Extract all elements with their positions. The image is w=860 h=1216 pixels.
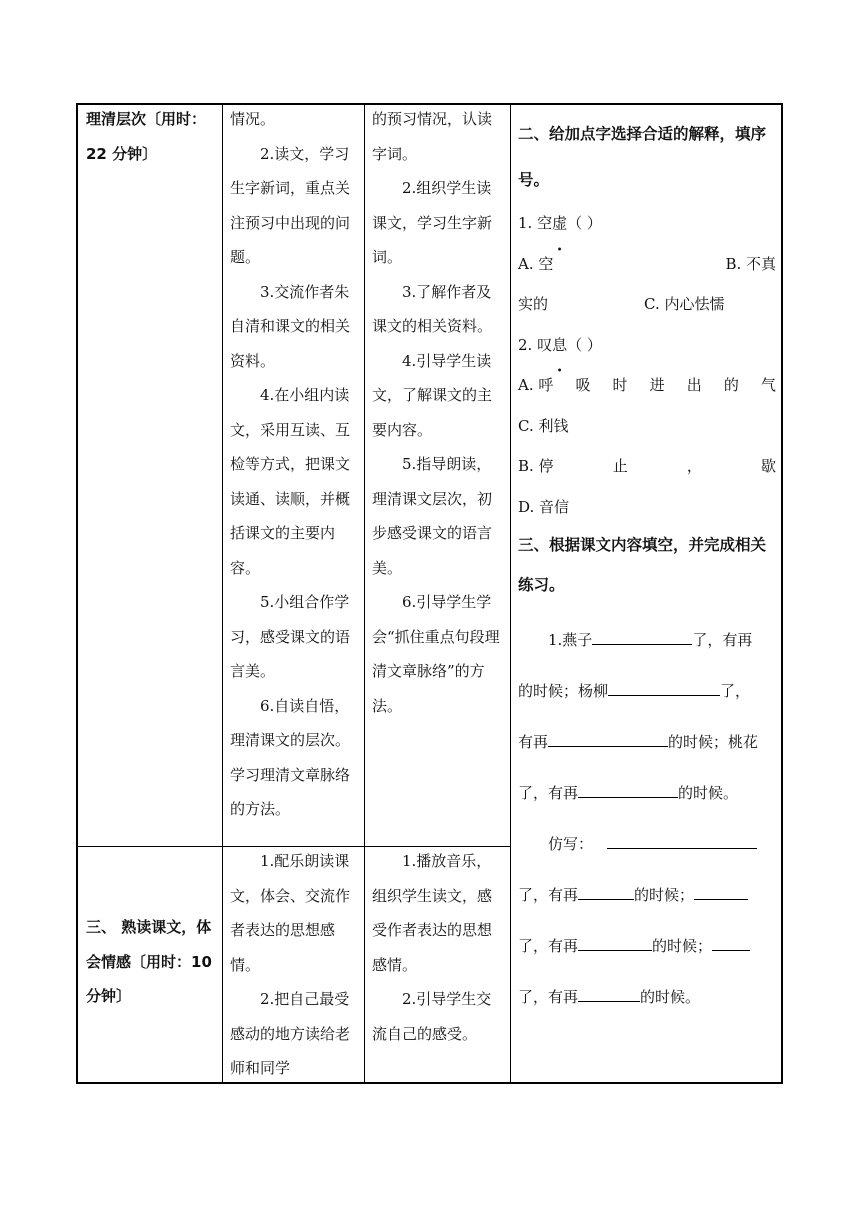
lesson-plan-table bbox=[76, 103, 783, 1084]
column-divider bbox=[364, 105, 365, 1082]
teacher-activity: 3.了解作者及课文的相关资料。 bbox=[372, 282, 493, 335]
student-activity: 6.自读自悟，理清课文的层次。学习理清文章脉络的方法。 bbox=[230, 696, 351, 818]
teacher-activities-row1 bbox=[372, 102, 504, 723]
section-two-title: 二、给加点字选择合适的解释，填序号。 bbox=[518, 125, 767, 189]
blank-line[interactable] bbox=[608, 679, 720, 696]
fill-line: 有再 的时候；桃花 bbox=[518, 717, 776, 768]
student-activity: 1.配乐朗读课文，体会、交流作者表达的思想感情。 bbox=[230, 852, 351, 974]
blank-line[interactable] bbox=[578, 781, 678, 798]
teacher-activity: 6.引导学生学会“抓住重点句段理清文章脉络”的方法。 bbox=[372, 593, 500, 715]
student-activity: 2.读文，学习生字新词，重点关注预习中出现的问题。 bbox=[230, 144, 351, 266]
emphasis-dot-char: 息 bbox=[552, 335, 568, 354]
teacher-activity: 5.指导朗读，理清课文层次，初步感受课文的语言美。 bbox=[372, 455, 493, 577]
student-activity: 3.交流作者朱自清和课文的相关资料。 bbox=[230, 282, 351, 370]
student-activity: 4.在小组内读文，采用互读、互检等方式，把课文读通、读顺，并概括课文的主要内容。 bbox=[230, 386, 351, 577]
exercise-column bbox=[518, 111, 776, 1023]
question-2-option-c: C. 利钱 bbox=[518, 416, 569, 435]
fill-line: 了，有再 的时候。 bbox=[518, 768, 776, 819]
student-activities-row1 bbox=[230, 102, 356, 827]
question-2-option-b: B. 停 止 ， 歇 bbox=[518, 457, 776, 475]
student-activity: 2.把自己最受感动的地方读给老师和同学 bbox=[230, 990, 351, 1077]
teacher-activity: 的预习情况，认读字词。 bbox=[372, 110, 493, 163]
emphasis-dot-char: 虚 bbox=[552, 214, 568, 232]
blank-line[interactable] bbox=[712, 934, 750, 951]
imitation-line: 了，有再 的时候； bbox=[518, 921, 776, 972]
teacher-activities-row2 bbox=[372, 844, 504, 1051]
question-2-option-a: A. 呼 吸 时 进 出 的 气 bbox=[518, 376, 776, 394]
section-three-title: 三、根据课文内容填空，并完成相关练习。 bbox=[518, 536, 767, 594]
column-divider bbox=[222, 105, 223, 1082]
blank-line[interactable] bbox=[578, 985, 640, 1002]
imitation-line: 了，有再 的时候。 bbox=[518, 972, 776, 1023]
fill-in-passage bbox=[518, 615, 776, 1023]
question-1-options: A. 空 B. 不真 bbox=[518, 254, 776, 273]
question-1-options-cont: 实的 C. 内心怯懦 bbox=[518, 295, 725, 313]
fill-line: 的时候；杨柳 了， bbox=[518, 666, 776, 717]
student-activity: 情况。 bbox=[230, 110, 276, 128]
student-activity: 5.小组合作学习，感受课文的语言美。 bbox=[230, 593, 351, 680]
phase-label-reading: 三、 熟读课文，体会情感〔用时：10 分钟〕 bbox=[86, 918, 212, 1005]
question-2-option-d: D. 音信 bbox=[518, 497, 570, 516]
teacher-activity: 2.组织学生读课文，学习生字新词。 bbox=[372, 179, 493, 266]
question-2-stem: 2. 叹息（ ） bbox=[518, 325, 776, 366]
teacher-activity: 4.引导学生读文，了解课文的主要内容。 bbox=[372, 351, 493, 439]
student-activities-row2 bbox=[230, 844, 356, 1086]
fill-line: 1.燕子 了，有再 bbox=[518, 615, 776, 666]
blank-line[interactable] bbox=[592, 628, 692, 645]
teacher-activity: 1.播放音乐，组织学生读文，感受作者表达的思想感情。 bbox=[372, 852, 493, 974]
column-divider bbox=[510, 105, 511, 1082]
imitation-line: 仿写： bbox=[518, 819, 776, 870]
blank-line[interactable] bbox=[578, 934, 652, 951]
blank-line[interactable] bbox=[607, 832, 757, 849]
blank-line[interactable] bbox=[548, 730, 668, 747]
question-1-stem: 1. 空虚（ ） bbox=[518, 203, 776, 244]
phase-label-structure: 理清层次〔用时：22 分钟〕 bbox=[86, 110, 207, 163]
imitation-line: 了，有再 的时候； bbox=[518, 870, 776, 921]
blank-line[interactable] bbox=[694, 883, 748, 900]
blank-line[interactable] bbox=[578, 883, 634, 900]
teacher-activity: 2.引导学生交流自己的感受。 bbox=[372, 990, 492, 1043]
